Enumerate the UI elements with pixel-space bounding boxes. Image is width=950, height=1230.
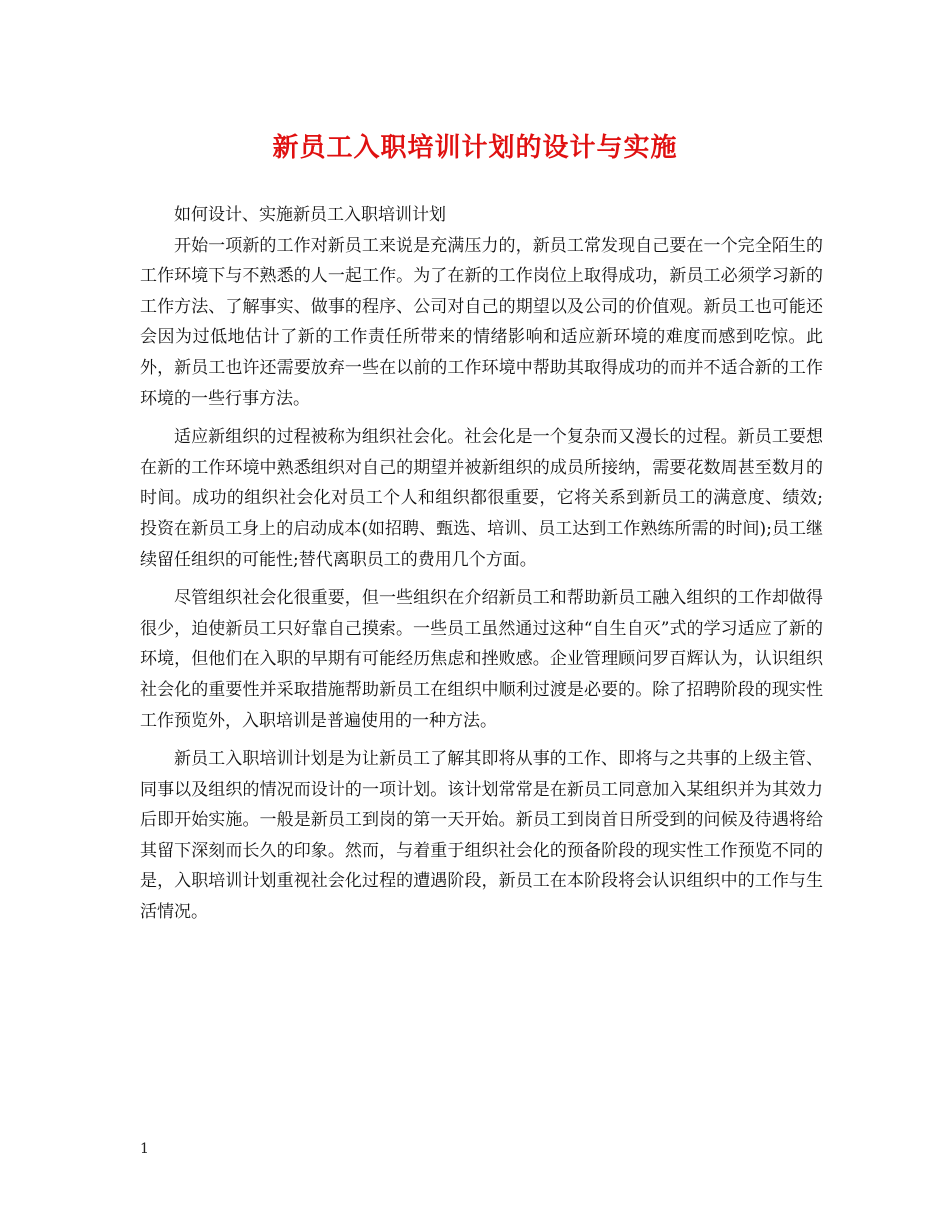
paragraph-3: 尽管组织社会化很重要，但一些组织在介绍新员工和帮助新员工融入组织的工作却做得很少，迫使新员工只好靠自己摸索。一些员工虽然通过这种“自生自灭”式的学习适应了新的环境，但他们在入职的早期有可能经历焦虑和挫败感。企业管理顾问罗百辉认为，认识组织社会化的重要性并采取措施帮助新员工在组织中顺利过渡是必要的。除了招聘阶段的现实性工作预览外，入职培训是普遍使用的一种方法。 bbox=[140, 588, 823, 731]
paragraph-1: 开始一项新的工作对新员工来说是充满压力的，新员工常发现自己要在一个完全陌生的工作环境下与不熟悉的人一起工作。为了在新的工作岗位上取得成功，新员工必须学习新的工作方法、了解事实、做事的程序、公司对自己的期望以及公司的价值观。新员工也可能还会因为过低地估计了新的工作责任所带来的情绪影响和适应新环境的难度而感到吃惊。此外，新员工也许还需要放弃一些在以前的工作环境中帮助其取得成功的而并不适合新的工作环境的一些行事方法。 bbox=[140, 235, 823, 409]
paragraph-2: 适应新组织的过程被称为组织社会化。社会化是一个复杂而又漫长的过程。新员工要想在新的工作环境中熟悉组织对自己的期望并被新组织的成员所接纳，需要花数周甚至数月的时间。成功的组织社会化对员工个人和组织都很重要，它将关系到新员工的满意度、绩效;投资在新员工身上的启动成本(如招聘、甄选、培训、员工达到工作熟练所需的时间);员工继续留任组织的可能性;替代离职员工的费用几个方面。 bbox=[140, 427, 823, 570]
document-subtitle: 如何设计、实施新员工入职培训计划 bbox=[174, 205, 446, 225]
document-title: 新员工入职培训计划的设计与实施 bbox=[272, 133, 678, 163]
page-number: 1 bbox=[140, 1141, 149, 1157]
paragraph-4: 新员工入职培训计划是为让新员工了解其即将从事的工作、即将与之共事的上级主管、同事以及组织的情况而设计的一项计划。该计划常常是在新员工同意加入某组织并为其效力后即开始实施。一般是新员工到岗的第一天开始。新员工到岗首日所受到的问候及待遇将给其留下深刻而长久的印象。然而，与着重于组织社会化的预备阶段的现实性工作预览不同的是，入职培训计划重视社会化过程的遭遇阶段，新员工在本阶段将会认识组织中的工作与生活情况。 bbox=[140, 749, 823, 923]
document-body bbox=[140, 200, 823, 936]
